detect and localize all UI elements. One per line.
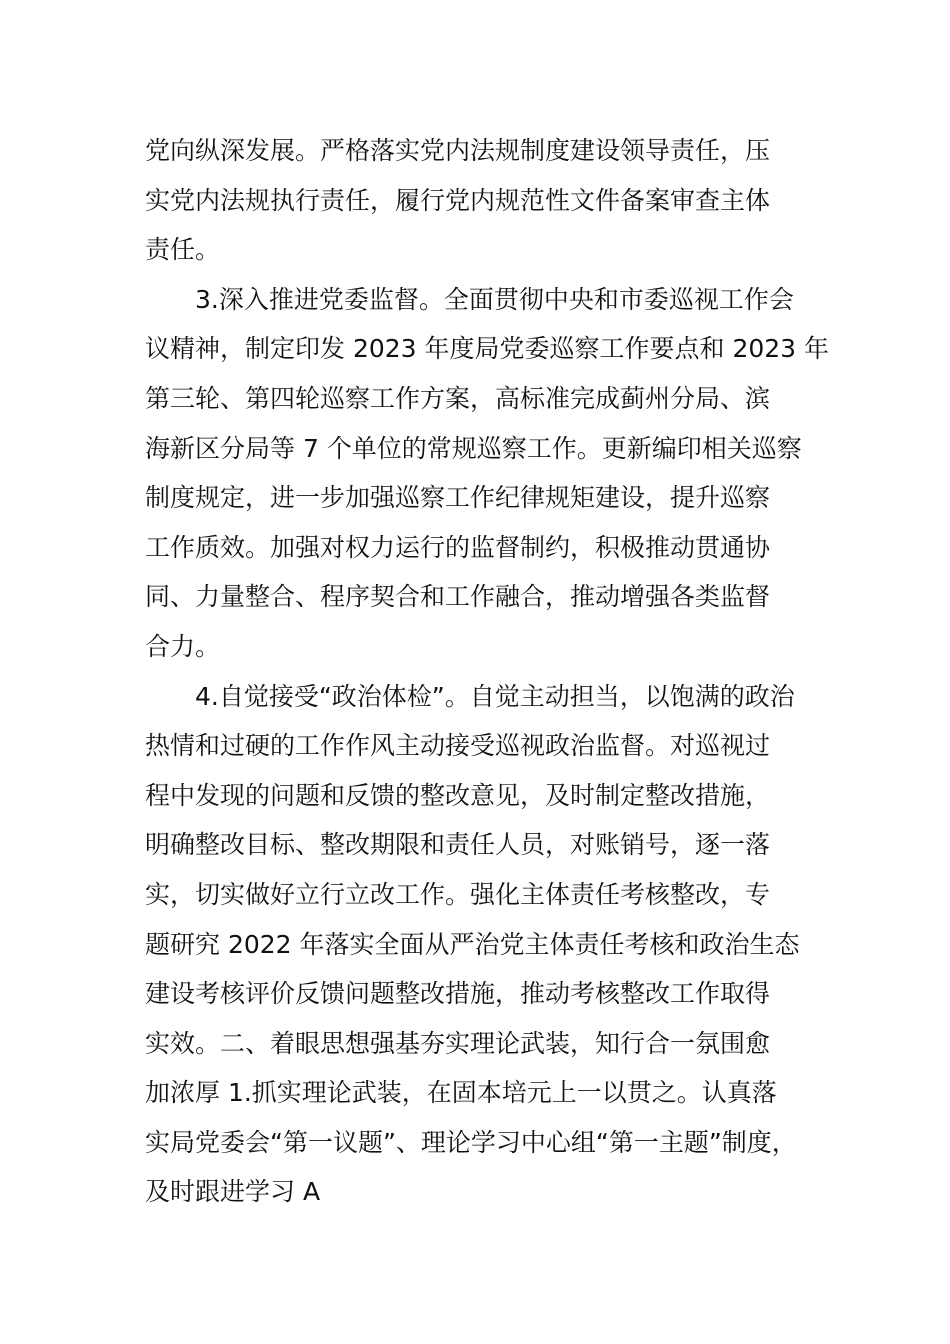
text-line: 第三轮、第四轮巡察工作方案，高标准完成蓟州分局、滨 — [145, 383, 771, 413]
text-line: 热情和过硬的工作作风主动接受巡视政治监督。对巡视过 — [145, 731, 771, 761]
paragraph-start-line: 3.深入推进党委监督。全面贯彻中央和市委巡视工作会 — [195, 284, 794, 314]
text-line: 实党内法规执行责任，履行党内规范性文件备案审查主体 — [145, 185, 771, 215]
text-line: 及时跟进学习 A — [145, 1177, 321, 1207]
document-body — [145, 126, 830, 1217]
text-line: 实，切实做好立行立改工作。强化主体责任考核整改，专 — [145, 879, 771, 909]
text-line: 党向纵深发展。严格落实党内法规制度建设领导责任，压 — [145, 136, 771, 165]
text-line: 程中发现的问题和反馈的整改意见，及时制定整改措施， — [145, 780, 771, 810]
text-line: 建设考核评价反馈问题整改措施，推动考核整改工作取得 — [145, 979, 771, 1009]
text-line: 加浓厚 1.抓实理论武装，在固本培元上一以贯之。认真落 — [145, 1078, 777, 1108]
text-line: 明确整改目标、整改期限和责任人员，对账销号，逐一落 — [145, 830, 771, 860]
paragraph-start-line: 4.自觉接受“政治体检”。自觉主动担当，以饱满的政治 — [195, 681, 795, 711]
text-line: 制度规定，进一步加强巡察工作纪律规矩建设，提升巡察 — [145, 483, 771, 513]
text-line: 实局党委会“第一议题”、理论学习中心组“第一主题”制度， — [145, 1127, 797, 1157]
text-line: 实效。二、着眼思想强基夯实理论武装，知行合一氛围愈 — [145, 1028, 771, 1058]
text-line: 同、力量整合、程序契合和工作融合，推动增强各类监督 — [145, 582, 771, 612]
text-line: 责任。 — [145, 235, 221, 265]
text-line: 议精神，制定印发 2023 年度局党委巡察工作要点和 2023 年 — [145, 334, 830, 364]
text-line: 海新区分局等 7 个单位的常规巡察工作。更新编印相关巡察 — [145, 433, 802, 463]
text-line: 题研究 2022 年落实全面从严治党主体责任考核和政治生态 — [145, 929, 800, 959]
text-line: 工作质效。加强对权力运行的监督制约，积极推动贯通协 — [145, 532, 771, 562]
text-line: 合力。 — [145, 631, 221, 661]
